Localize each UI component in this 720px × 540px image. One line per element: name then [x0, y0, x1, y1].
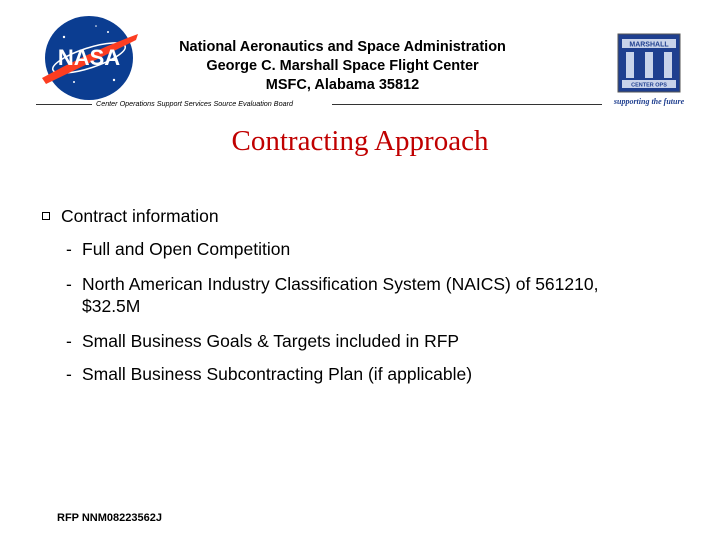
sub-item-text: Full and Open Competition [82, 239, 291, 259]
header-org [150, 38, 535, 95]
nasa-logo-text: NASA [57, 45, 121, 70]
header-line-1: National Aeronautics and Space Administration [179, 39, 506, 55]
sub-item-text: Small Business Subcontracting Plan (if applicable) [82, 364, 473, 384]
slide-title: Contracting Approach [231, 125, 489, 157]
sub-item-text-continued: $32.5M [82, 296, 141, 316]
header-rule-left [36, 104, 92, 105]
dash-marker: - [66, 239, 72, 259]
sub-item-text: North American Industry Classification System (NAICS) of 561210, [82, 274, 599, 294]
board-name: Center Operations Support Services Source Evaluation Board [96, 99, 293, 108]
header-line-2: George C. Marshall Space Flight Center [206, 58, 479, 74]
main-bullet-text: Contract information [61, 206, 219, 226]
header-rule-right [332, 104, 602, 105]
nasa-logo [34, 12, 144, 104]
dash-marker: - [66, 274, 72, 294]
dash-marker: - [66, 331, 72, 351]
sub-item-text: Small Business Goals & Targets included in RFP [82, 331, 460, 351]
msfc-logo [610, 30, 688, 110]
header-line-3: MSFC, Alabama 35812 [265, 77, 420, 93]
msfc-logo-subtext: CENTER OPS [631, 82, 667, 89]
msfc-logo-text: MARSHALL [629, 41, 669, 49]
dash-marker: - [66, 364, 72, 384]
msfc-logo-tagline: supporting the future [613, 97, 685, 106]
bullet-square-icon [42, 212, 50, 220]
footer-reference: RFP NNM08223562J [57, 512, 162, 524]
